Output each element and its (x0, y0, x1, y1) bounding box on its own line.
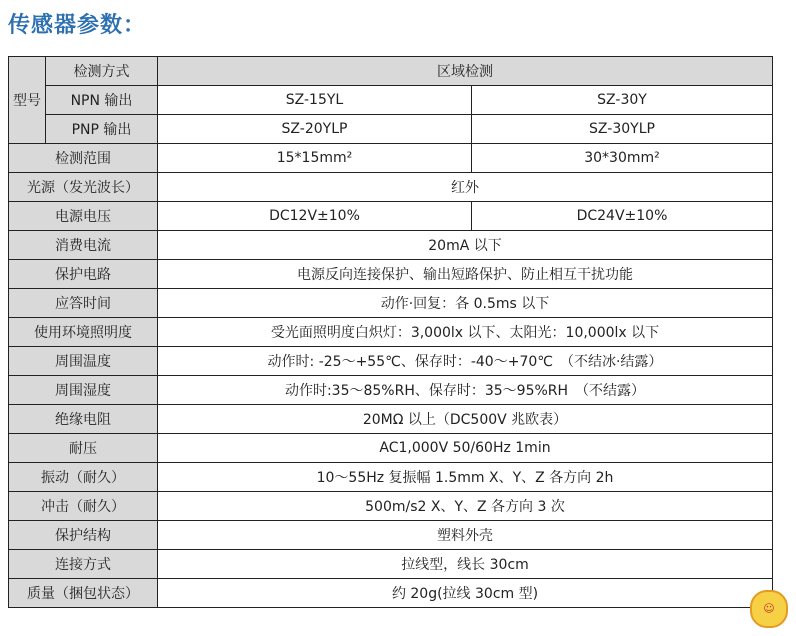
response-label: 应答时间 (9, 289, 158, 318)
voltage-a: DC12V±10% (158, 202, 472, 231)
withstand-value: AC1,000V 50/60Hz 1min (158, 434, 773, 463)
pnp-label: PNP 输出 (46, 115, 158, 144)
pnp-model-a: SZ-20YLP (158, 115, 472, 144)
table-row (9, 376, 773, 405)
ambient-light-label: 使用环境照明度 (9, 318, 158, 347)
table-row (9, 318, 773, 347)
table-row (9, 550, 773, 579)
vibration-value: 10～55Hz 复振幅 1.5mm X、Y、Z 各方向 2h (158, 463, 773, 492)
table-row (9, 115, 773, 144)
vibration-label: 振动（耐久） (9, 463, 158, 492)
range-label: 检测范围 (9, 144, 158, 173)
table-row (9, 492, 773, 521)
range-a: 15*15mm² (158, 144, 472, 173)
structure-label: 保护结构 (9, 521, 158, 550)
response-value: 动作·回复：各 0.5ms 以下 (158, 289, 773, 318)
table-row (9, 579, 773, 608)
voltage-b: DC24V±10% (472, 202, 773, 231)
light-value: 红外 (158, 173, 773, 202)
table-row (9, 260, 773, 289)
protection-circuit-value: 电源反向连接保护、输出短路保护、防止相互干扰功能 (158, 260, 773, 289)
structure-value: 塑料外壳 (158, 521, 773, 550)
detect-mode-value: 区域检测 (158, 57, 773, 86)
table-row (9, 405, 773, 434)
page-title: 传感器参数： (8, 13, 147, 38)
table-row (9, 144, 773, 173)
current-label: 消费电流 (9, 231, 158, 260)
table-row (9, 521, 773, 550)
shock-value: 500m/s2 X、Y、Z 各方向 3 次 (158, 492, 773, 521)
table-row (9, 434, 773, 463)
connection-value: 拉线型，线长 30cm (158, 550, 773, 579)
humidity-label: 周围湿度 (9, 376, 158, 405)
shock-label: 冲击（耐久） (9, 492, 158, 521)
pnp-model-b: SZ-30YLP (472, 115, 773, 144)
table-row (9, 86, 773, 115)
protection-circuit-label: 保护电路 (9, 260, 158, 289)
table-row (9, 463, 773, 492)
ambient-light-value: 受光面照明度白炽灯：3,000lx 以下、太阳光：10,000lx 以下 (158, 318, 773, 347)
mascot-logo-icon: ☺ (750, 590, 788, 628)
npn-model-b: SZ-30Y (472, 86, 773, 115)
light-label: 光源（发光波长） (9, 173, 158, 202)
table-row (9, 202, 773, 231)
weight-label: 质量（捆包状态） (9, 579, 158, 608)
weight-value: 约 20g(拉线 30cm 型) (158, 579, 773, 608)
insulation-value: 20MΩ 以上（DC500V 兆欧表） (158, 405, 773, 434)
table-row (9, 57, 773, 86)
withstand-label: 耐压 (9, 434, 158, 463)
table-row (9, 231, 773, 260)
range-b: 30*30mm² (472, 144, 773, 173)
npn-model-a: SZ-15YL (158, 86, 472, 115)
temperature-label: 周围温度 (9, 347, 158, 376)
type-group-label: 型号 (9, 57, 46, 144)
voltage-label: 电源电压 (9, 202, 158, 231)
insulation-label: 绝缘电阻 (9, 405, 158, 434)
table-row (9, 289, 773, 318)
npn-label: NPN 输出 (46, 86, 158, 115)
connection-label: 连接方式 (9, 550, 158, 579)
spec-table (8, 56, 773, 608)
table-row (9, 173, 773, 202)
table-row (9, 347, 773, 376)
humidity-value: 动作时:35～85%RH、保存时：35～95%RH （不结露） (158, 376, 773, 405)
temperature-value: 动作时: -25～+55℃、保存时：-40～+70℃ （不结冰·结露） (158, 347, 773, 376)
current-value: 20mA 以下 (158, 231, 773, 260)
detect-mode-label: 检测方式 (46, 57, 158, 86)
